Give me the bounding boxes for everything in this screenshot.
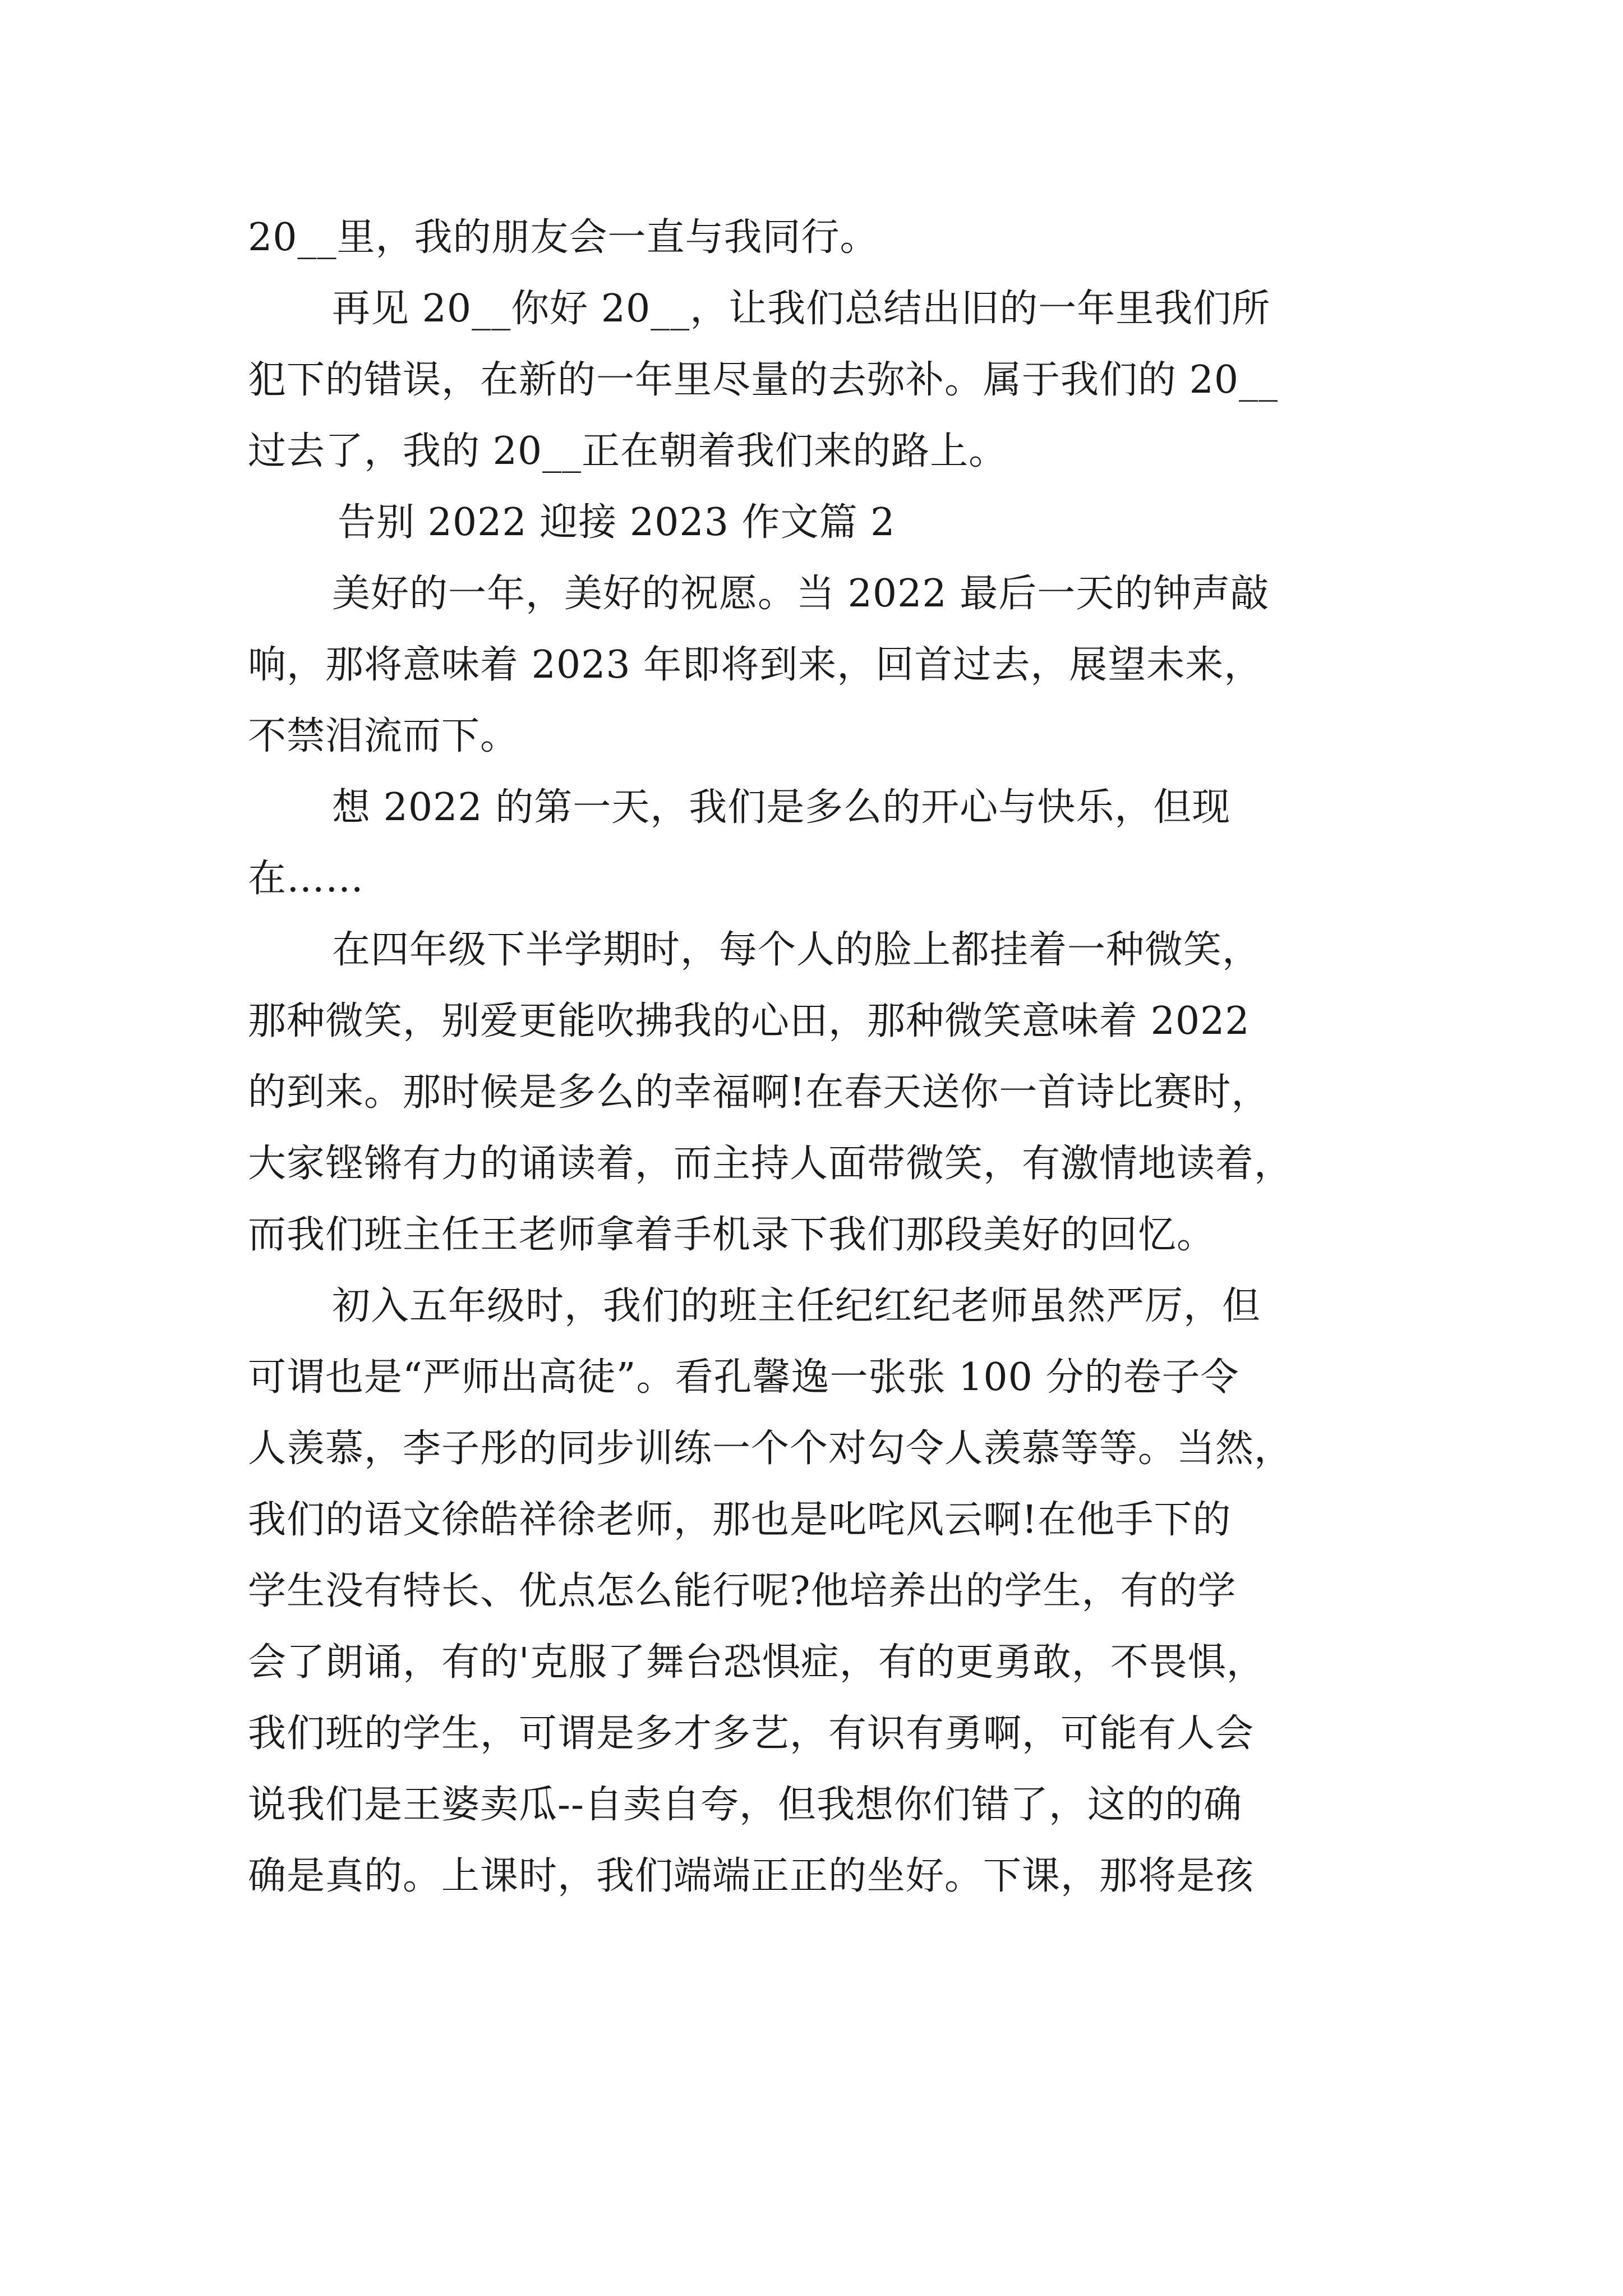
text-line: 学生没有特长、优点怎么能行呢?他培养出的学生，有的学: [248, 1569, 1237, 1613]
text-line: 初入五年级时，我们的班主任纪红纪老师虽然严厉，但: [332, 1284, 1261, 1328]
text-line: 犯下的错误，在新的一年里尽量的去弥补。属于我们的 20__: [248, 358, 1279, 402]
text-line: 的到来。那时候是多么的幸福啊!在春天送你一首诗比赛时，: [248, 1070, 1270, 1115]
text-line: 会了朗诵，有的'克服了舞台恐惧症，有的更勇敢，不畏惧，: [248, 1640, 1265, 1685]
text-line: 我们班的学生，可谓是多才多艺，有识有勇啊，可能有人会: [248, 1711, 1255, 1756]
text-line: 我们的语文徐皓祥徐老师，那也是叱咤风云啊!在他手下的: [248, 1498, 1232, 1542]
text-line: 美好的一年，美好的祝愿。当 2022 最后一天的钟声敲: [332, 572, 1270, 616]
text-line: 20__里，我的朋友会一直与我同行。: [248, 215, 879, 260]
text-line: 可谓也是“严师出高徒”。看孔馨逸一张张 100 分的卷子令: [248, 1355, 1239, 1400]
text-line: 大家铿锵有力的诵读着，而主持人面带微笑，有激情地读着，: [248, 1142, 1293, 1186]
text-line: 再见 20__你好 20__，让我们总结出旧的一年里我们所: [332, 287, 1271, 331]
text-line: 响，那将意味着 2023 年即将到来，回首过去，展望未来，: [248, 643, 1263, 687]
text-line: 确是真的。上课时，我们端端正正的坐好。下课，那将是孩: [248, 1854, 1255, 1898]
text-line: 在……: [248, 857, 365, 901]
text-line: 不禁泪流而下。: [248, 714, 519, 758]
text-line: 在四年级下半学期时，每个人的脸上都挂着一种微笑，: [332, 928, 1261, 972]
text-line: 那种微笑，别爱更能吹拂我的心田，那种微笑意味着 2022: [248, 999, 1250, 1043]
text-line: 说我们是王婆卖瓜--自卖自夸，但我想你们错了，这的的确: [248, 1783, 1242, 1827]
text-line: 而我们班主任王老师拿着手机录下我们那段美好的回忆。: [248, 1213, 1216, 1257]
text-line: 人羡慕，李子彤的同步训练一个个对勾令人羡慕等等。当然，: [248, 1427, 1293, 1471]
text-line: 过去了，我的 20__正在朝着我们来的路上。: [248, 429, 1008, 473]
section-heading: 告别 2022 迎接 2023 作文篇 2: [338, 500, 896, 545]
text-line: 想 2022 的第一天，我们是多么的开心与快乐，但现: [332, 785, 1231, 830]
essay-body: [248, 202, 1381, 1912]
